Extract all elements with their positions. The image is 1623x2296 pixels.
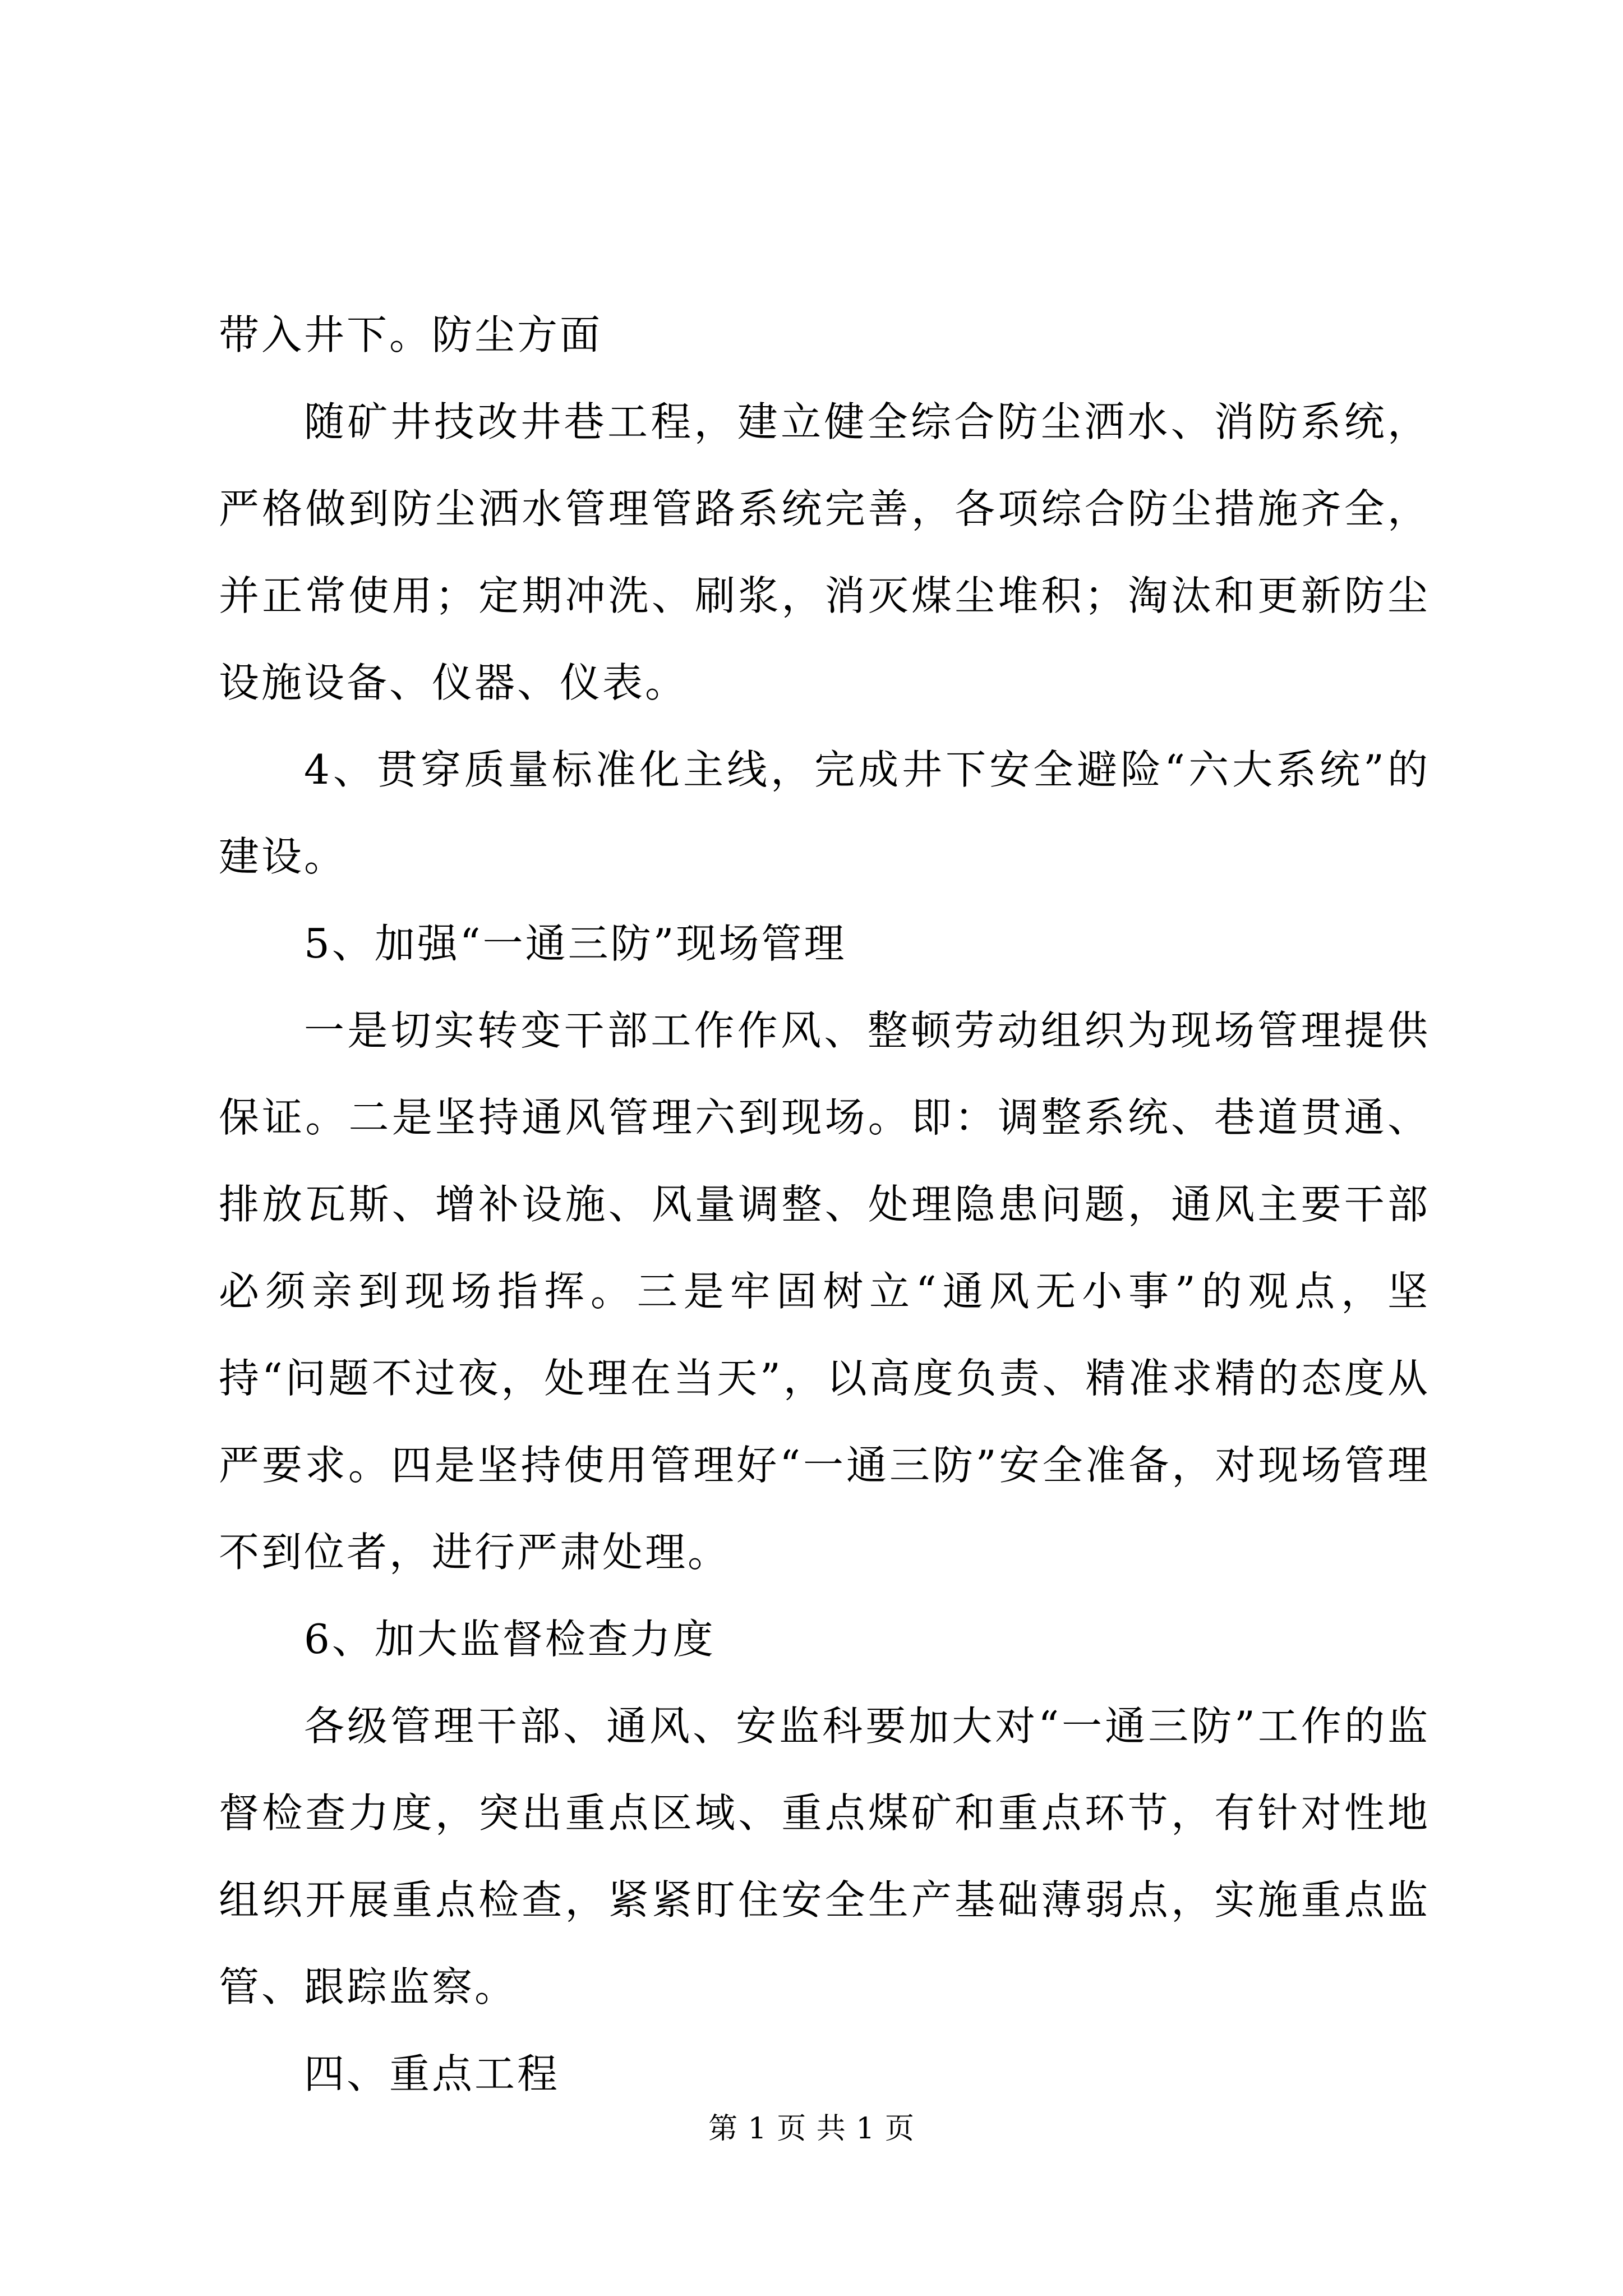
document-body	[219, 292, 1430, 2118]
paragraph-item-4: 4、贯穿质量标准化主线，完成井下安全避险“六大系统”的建设。	[219, 746, 1430, 880]
page-footer: 第 1 页 共 1 页	[708, 2112, 915, 2146]
heading-item-5: 5、加强“一通三防”现场管理	[304, 920, 847, 967]
paragraph-site-management: 一是切实转变干部工作作风、整顿劳动组织为现场管理提供保证。二是坚持通风管理六到现场。即：调整系统、巷道贯通、排放瓦斯、增补设施、风量调整、处理隐患问题，通风主要干部必须亲到现场指挥。三是牢固树立“通风无小事”的观点，坚持“问题不过夜，处理在当天”，以高度负责、精准求精的态度从严要求。四是坚持使用管理好“一通三防”安全准备，对现场管理不到位者，进行严肃处理。	[219, 1007, 1430, 1576]
paragraph-dust-measures: 随矿井技改井巷工程，建立健全综合防尘洒水、消防系统，严格做到防尘洒水管理管路系统完善，各项综合防尘措施齐全，并正常使用；定期冲洗、刷浆，消灭煤尘堆积；淘汰和更新防尘设施设备、仪器、仪表。	[219, 398, 1430, 706]
heading-item-6: 6、加大监督检查力度	[304, 1616, 716, 1663]
heading-section-4: 四、重点工程	[304, 2050, 560, 2097]
paragraph-dust-heading: 带入井下。防尘方面	[219, 311, 603, 358]
paragraph-supervision: 各级管理干部、通风、安监科要加大对“一通三防”工作的监督检查力度，突出重点区域、重点煤矿和重点环节，有针对性地组织开展重点检查，紧紧盯住安全生产基础薄弱点，实施重点监管、跟踪监察。	[219, 1703, 1430, 2010]
